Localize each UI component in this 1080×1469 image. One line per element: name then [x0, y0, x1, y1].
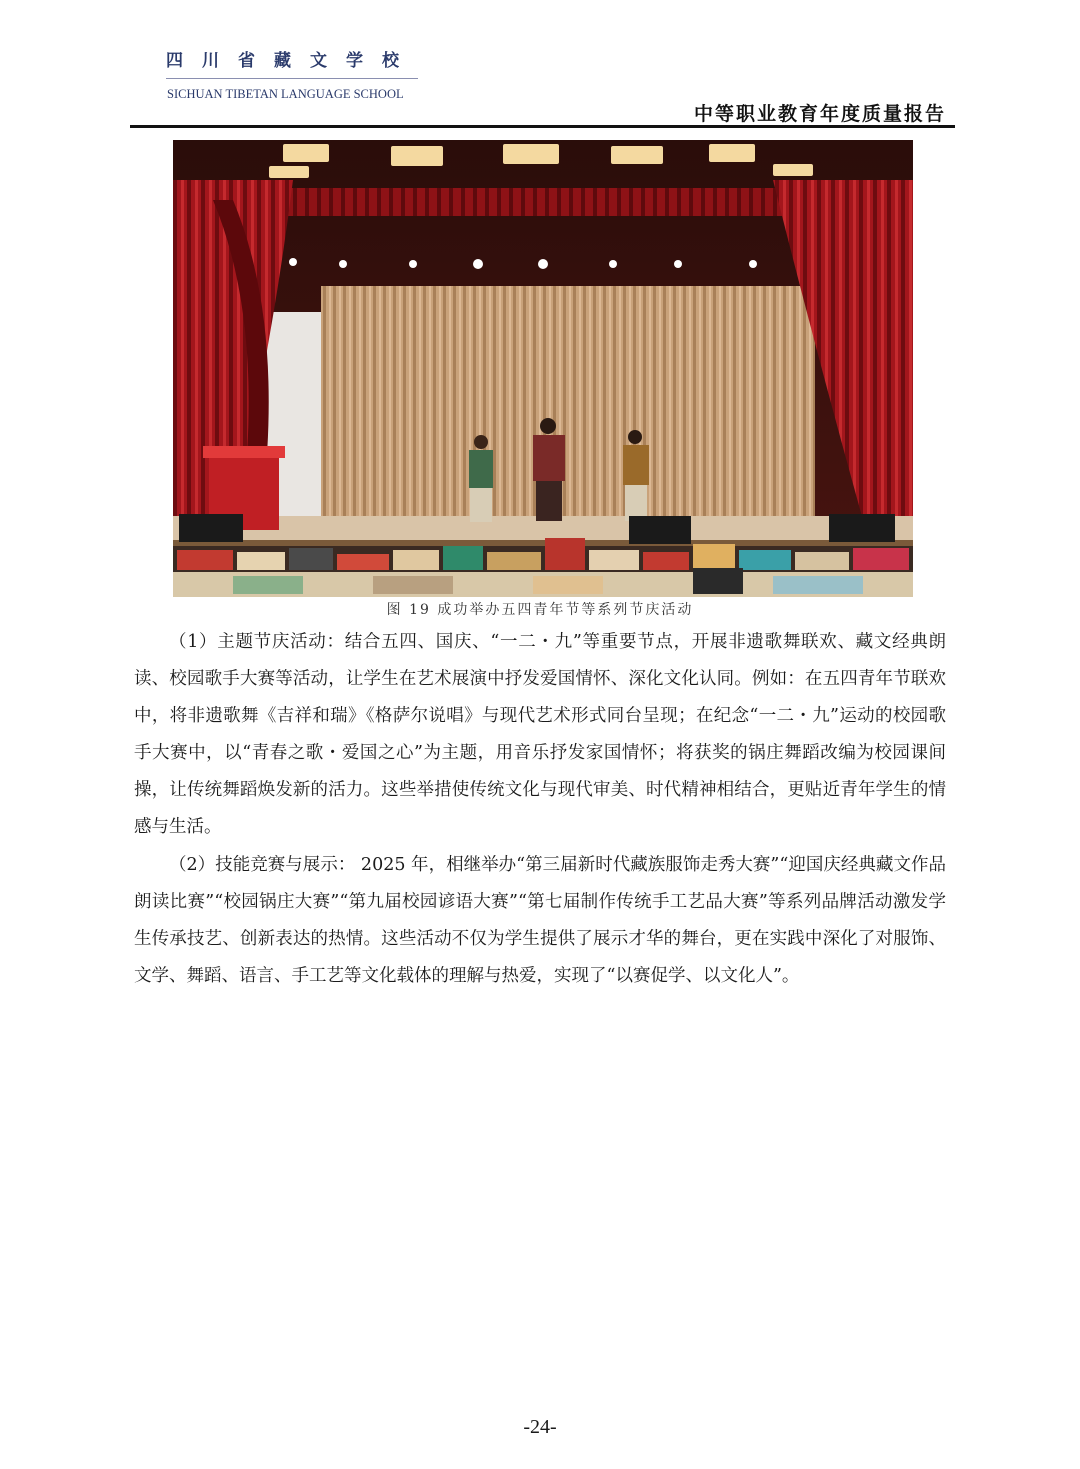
report-title: 中等职业教育年度质量报告	[693, 103, 946, 125]
header-divider	[130, 125, 955, 128]
figure-caption: 图 19 成功举办五四青年节等系列节庆活动	[386, 602, 694, 618]
school-name-divider	[166, 78, 418, 79]
paragraph-skills-competition: （2）技能竞赛与展示： 2025 年，相继举办“第三届新时代藏族服饰走秀大赛”“迎国庆经典藏文作品朗读比赛”“校园锅庄大赛”“第九届校园谚语大赛”“第七届制作传统手工艺品大赛”等系列品牌活动激发学生传承技艺、创新表达的热情。这些活动不仅为学生提供了展示才华的舞台，更在实践中深化了对服饰、文学、舞蹈、语言、手工艺等文化载体的理解与热爱，实现了“以赛促学、以文化人”。	[134, 855, 946, 986]
paragraph-theme-festival: （1）主题节庆活动：结合五四、国庆、“一二・九”等重要节点，开展非遗歌舞联欢、藏文经典朗读、校园歌手大赛等活动，让学生在艺术展演中抒发爱国情怀、深化文化认同。例如：在五四青年节联欢中，将非遗歌舞《吉祥和瑞》《格萨尔说唱》与现代艺术形式同台呈现；在纪念“一二・九”运动的校园歌手大赛中，以“青春之歌・爱国之心”为主题，用音乐抒发家国情怀；将获奖的锅庄舞蹈改编为校园课间操，让传统舞蹈焕发新的活力。这些举措使传统文化与现代审美、时代精神相结合，更贴近青年学生的情感与生活。	[134, 632, 946, 837]
page-number: -24-	[523, 1416, 557, 1438]
school-name-en: SICHUAN TIBETAN LANGUAGE SCHOOL	[167, 87, 404, 101]
school-name-cn: 四川省藏文学校	[166, 51, 418, 71]
stage-photo	[173, 140, 913, 597]
